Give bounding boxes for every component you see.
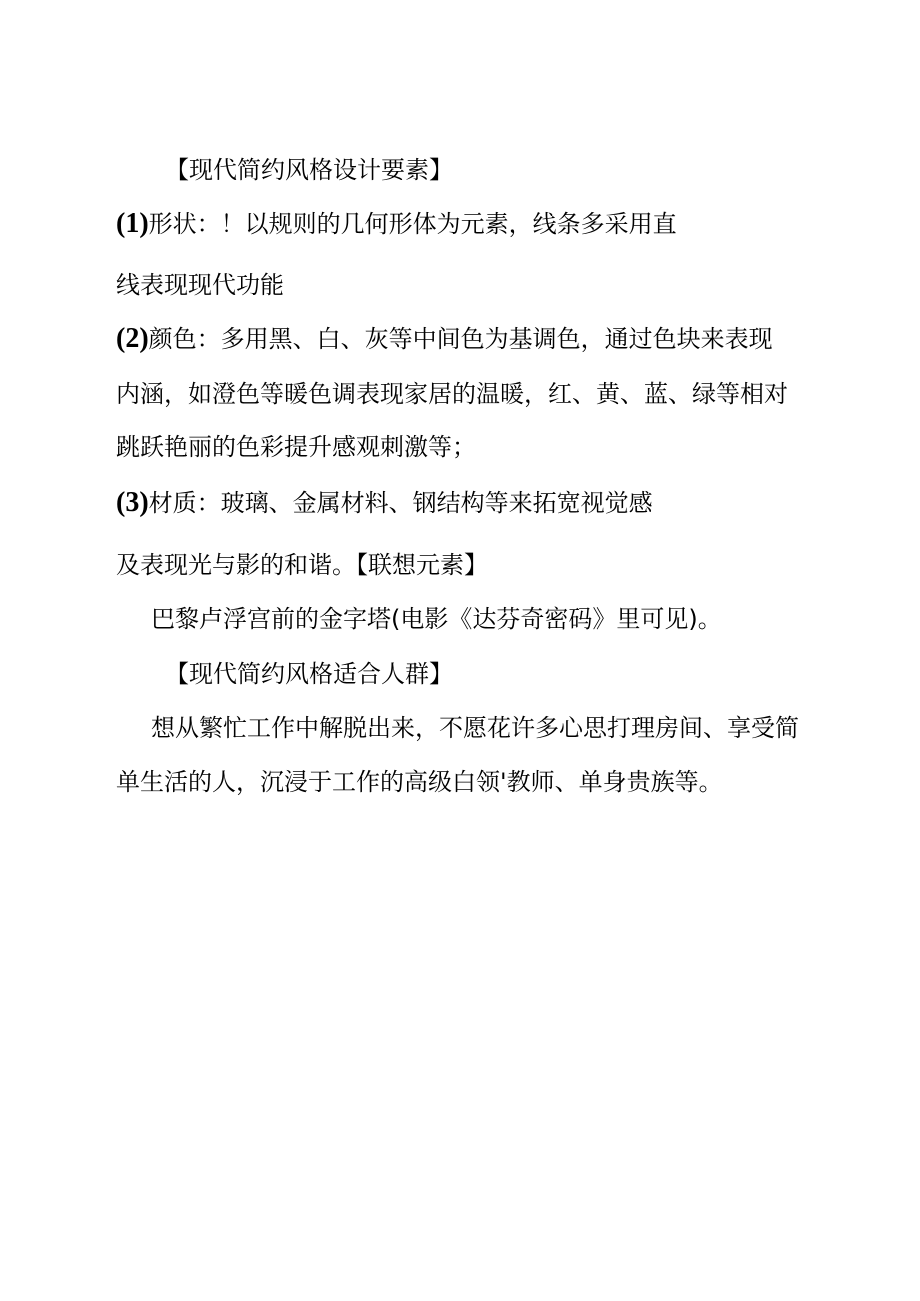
audience-line-2: 单生活的人，沉浸于工作的高级白领'教师、单身贵族等。 <box>116 768 723 796</box>
item-2-number: (2) <box>116 323 149 354</box>
section-heading-audience: 【现代简约风格适合人群】 <box>165 660 453 688</box>
item-1-number: (1) <box>116 208 149 239</box>
item-3-line-2: 及表现光与影的和谐。【联想元素】 <box>116 551 488 579</box>
item-1-line-1 <box>116 209 677 239</box>
item-2-line-1 <box>116 324 773 354</box>
item-2-text-1: 颜色：多用黑、白、灰等中间色为基调色，通过色块来表现 <box>148 325 773 353</box>
audience-line-1: 想从繁忙工作中解脱出来，不愿花许多心思打理房间、享受简 <box>151 714 799 742</box>
item-1-text-1: 形状：！以规则的几何形体为元素，线条多采用直 <box>148 210 677 238</box>
item-2-line-2: 内涵，如澄色等暖色调表现家居的温暖，红、黄、蓝、绿等相对 <box>116 380 788 408</box>
item-3-text-1: 材质：玻璃、金属材料、钢结构等来拓宽视觉感 <box>148 489 653 517</box>
item-1-line-2: 线表现现代功能 <box>116 271 284 299</box>
section-heading-design: 【现代简约风格设计要素】 <box>165 156 453 184</box>
association-text: 巴黎卢浮宫前的金字塔(电影《达芬奇密码》里可见)。 <box>151 605 722 633</box>
item-3-line-1 <box>116 488 653 518</box>
item-3-number: (3) <box>116 487 149 518</box>
item-2-line-3: 跳跃艳丽的色彩提升感观刺激等； <box>116 433 476 461</box>
